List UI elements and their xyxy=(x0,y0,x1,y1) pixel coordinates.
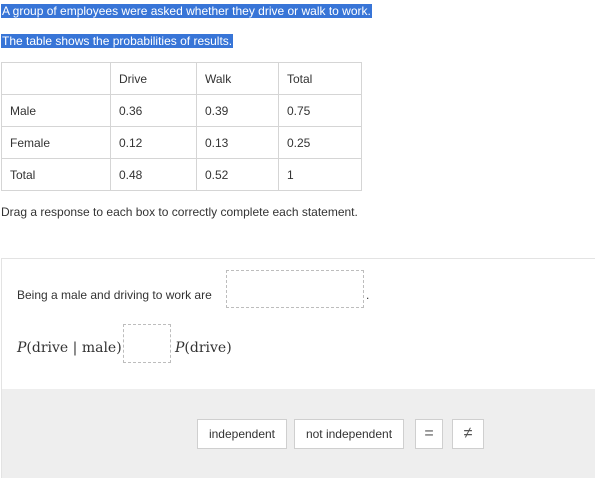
table-cell: 0.48 xyxy=(111,159,197,191)
question-line-1 xyxy=(1,4,372,18)
table-cell: 0.75 xyxy=(279,95,362,127)
conditional-probability-expression xyxy=(17,340,122,356)
table-cell: 0.39 xyxy=(197,95,279,127)
marginal-probability-expression xyxy=(175,340,232,356)
table-header-cell: Total xyxy=(279,63,362,95)
question-line-1-text: A group of employees were asked whether they drive or walk to work. xyxy=(2,4,371,18)
probability-symbol: P xyxy=(175,340,185,356)
statement-1-period: . xyxy=(366,288,370,302)
drag-drop-panel xyxy=(1,258,595,478)
table-header-row xyxy=(2,63,362,95)
table-header-cell xyxy=(2,63,111,95)
table-cell: 0.12 xyxy=(111,127,197,159)
probability-symbol: P xyxy=(17,340,27,356)
table-cell: 0.52 xyxy=(197,159,279,191)
table-cell: 0.25 xyxy=(279,127,362,159)
response-tile-independent[interactable]: independent xyxy=(197,419,287,449)
table-row xyxy=(2,127,362,159)
table-row xyxy=(2,159,362,191)
table-cell: 1 xyxy=(279,159,362,191)
probability-arguments: (drive) xyxy=(184,340,232,356)
question-line-2 xyxy=(1,34,233,48)
drop-box-statement-1[interactable] xyxy=(226,270,364,308)
probability-table xyxy=(1,62,362,191)
table-header-cell: Drive xyxy=(111,63,197,95)
drop-box-statement-2[interactable] xyxy=(123,324,171,363)
question-line-2-text: The table shows the probabilities of results. xyxy=(2,34,233,48)
statement-1-text: Being a male and driving to work are xyxy=(17,288,212,302)
table-cell: 0.36 xyxy=(111,95,197,127)
table-header-cell: Walk xyxy=(197,63,279,95)
table-row xyxy=(2,95,362,127)
response-tray xyxy=(2,389,595,478)
table-row-header: Male xyxy=(2,95,111,127)
response-tile-not-independent[interactable]: not independent xyxy=(294,419,404,449)
response-tile-equals[interactable]: = xyxy=(415,419,443,449)
probability-arguments: (drive | male) xyxy=(26,340,122,356)
table-row-header: Total xyxy=(2,159,111,191)
instruction-text: Drag a response to each box to correctly complete each statement. xyxy=(1,205,358,219)
response-tile-not-equals[interactable]: ≠ xyxy=(452,419,484,449)
table-row-header: Female xyxy=(2,127,111,159)
table-cell: 0.13 xyxy=(197,127,279,159)
